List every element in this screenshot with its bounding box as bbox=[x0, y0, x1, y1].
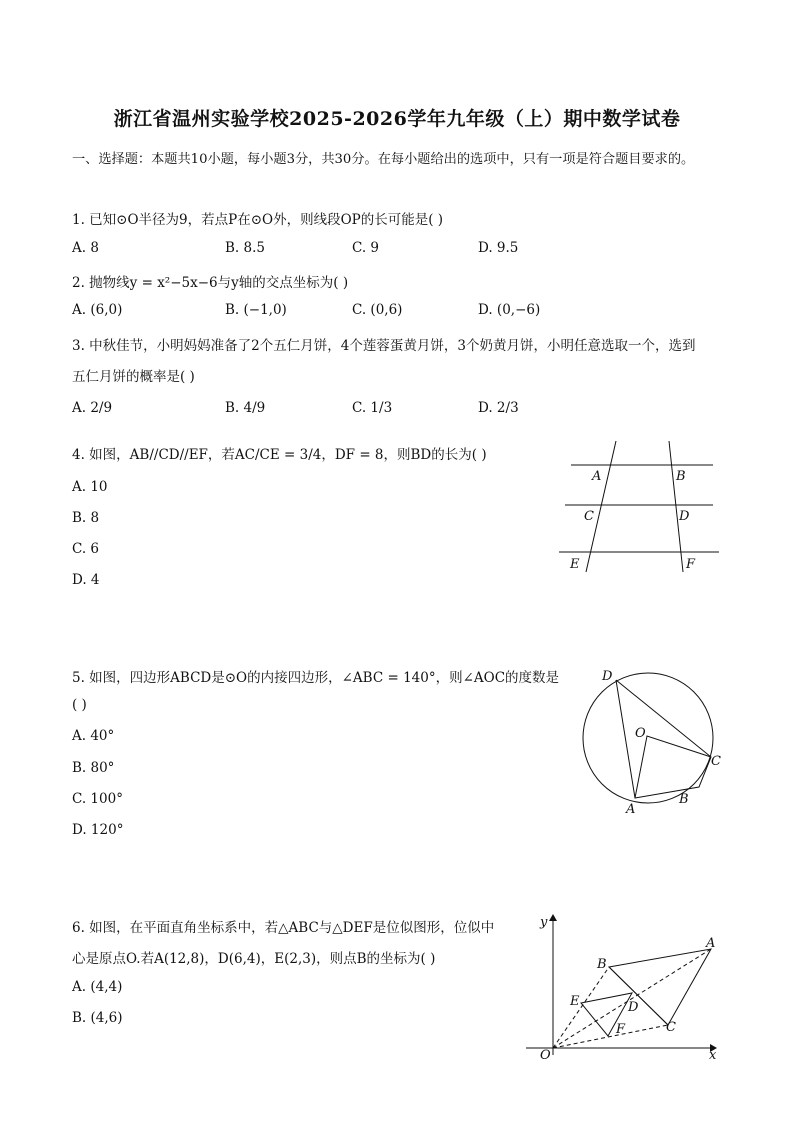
question-2-stem: 2. 抛物线y = x²−5x−6与y轴的交点坐标为( ) bbox=[72, 275, 349, 291]
q6-label-f: F bbox=[616, 1022, 626, 1037]
q5-label-o: O bbox=[635, 726, 646, 741]
q1-option-a[interactable]: A. 8 bbox=[72, 240, 99, 256]
q5-circle-figure bbox=[575, 660, 735, 820]
q5-label-d: D bbox=[602, 669, 613, 684]
q6-option-b[interactable]: B. (4,6) bbox=[72, 1010, 123, 1026]
q3-option-a[interactable]: A. 2/9 bbox=[72, 400, 113, 416]
q4-label-a: A bbox=[592, 469, 602, 484]
q6-label-b: B bbox=[597, 957, 607, 972]
section-heading: 一、选择题：本题共10小题，每小题3分，共30分。在每小题给出的选项中，只有一项是符合题目要求的。 bbox=[72, 152, 695, 167]
q2-option-d[interactable]: D. (0,−6) bbox=[478, 302, 541, 318]
q6-label-e: E bbox=[570, 994, 580, 1009]
q6-label-a: A bbox=[706, 936, 716, 951]
q2-option-a[interactable]: A. (6,0) bbox=[72, 302, 123, 318]
question-4-stem: 4. 如图，AB//CD//EF，若AC/CE = 3/4，DF = 8，则BD的长为( ) bbox=[72, 447, 487, 463]
q4-label-b: B bbox=[676, 469, 686, 484]
page-title: 浙江省温州实验学校2025-2026学年九年级（上）期中数学试卷 bbox=[113, 108, 681, 130]
question-6-stem-line1: 6. 如图，在平面直角坐标系中，若△ABC与△DEF是位似图形，位似中 bbox=[72, 920, 495, 936]
q6-label-c: C bbox=[666, 1020, 676, 1035]
q5-option-b[interactable]: B. 80° bbox=[72, 760, 115, 776]
q2-option-b[interactable]: B. (−1,0) bbox=[225, 302, 287, 318]
q3-option-d[interactable]: D. 2/3 bbox=[478, 400, 519, 416]
q4-option-c[interactable]: C. 6 bbox=[72, 541, 100, 557]
q6-coordinate-figure bbox=[520, 905, 730, 1065]
q1-option-c[interactable]: C. 9 bbox=[352, 240, 380, 256]
q6-option-a[interactable]: A. (4,4) bbox=[72, 979, 123, 995]
q4-option-b[interactable]: B. 8 bbox=[72, 510, 100, 526]
question-5-stem-line1: 5. 如图，四边形ABCD是⊙O的内接四边形，∠ABC = 140°，则∠AOC的度数是 bbox=[72, 670, 560, 686]
q5-label-a: A bbox=[626, 802, 636, 817]
q4-option-a[interactable]: A. 10 bbox=[72, 479, 108, 495]
q6-label-x: x bbox=[709, 1048, 717, 1063]
q3-option-b[interactable]: B. 4/9 bbox=[225, 400, 266, 416]
q5-label-b: B bbox=[679, 792, 689, 807]
q4-label-d: D bbox=[679, 509, 690, 524]
q6-label-d: D bbox=[628, 1000, 639, 1015]
q4-label-e: E bbox=[570, 557, 580, 572]
q4-label-f: F bbox=[686, 557, 696, 572]
question-6-stem-line2: 心是原点O.若A(12,8)，D(6,4)，E(2,3)，则点B的坐标为( ) bbox=[72, 951, 436, 967]
q5-option-c[interactable]: C. 100° bbox=[72, 791, 123, 807]
question-1-stem: 1. 已知⊙O半径为9，若点P在⊙O外，则线段OP的长可能是( ) bbox=[72, 212, 444, 228]
question-3-stem-line1: 3. 中秋佳节，小明妈妈准备了2个五仁月饼，4个莲蓉蛋黄月饼，3个奶黄月饼，小明任意选取一个，选到 bbox=[72, 338, 696, 354]
q4-parallel-lines-figure bbox=[555, 438, 725, 578]
q1-option-d[interactable]: D. 9.5 bbox=[478, 240, 519, 256]
q2-option-c[interactable]: C. (0,6) bbox=[352, 302, 403, 318]
q4-label-c: C bbox=[584, 509, 594, 524]
q3-option-c[interactable]: C. 1/3 bbox=[352, 400, 393, 416]
q6-label-o: O bbox=[540, 1048, 551, 1063]
q1-option-b[interactable]: B. 8.5 bbox=[225, 240, 265, 256]
question-3-stem-line2: 五仁月饼的概率是( ) bbox=[72, 369, 195, 385]
q5-option-a[interactable]: A. 40° bbox=[72, 728, 115, 744]
q5-option-d[interactable]: D. 120° bbox=[72, 822, 124, 838]
q6-label-y: y bbox=[540, 915, 548, 930]
q5-label-c: C bbox=[711, 754, 721, 769]
question-5-stem-line2: ( ) bbox=[72, 697, 87, 713]
q4-option-d[interactable]: D. 4 bbox=[72, 572, 100, 588]
